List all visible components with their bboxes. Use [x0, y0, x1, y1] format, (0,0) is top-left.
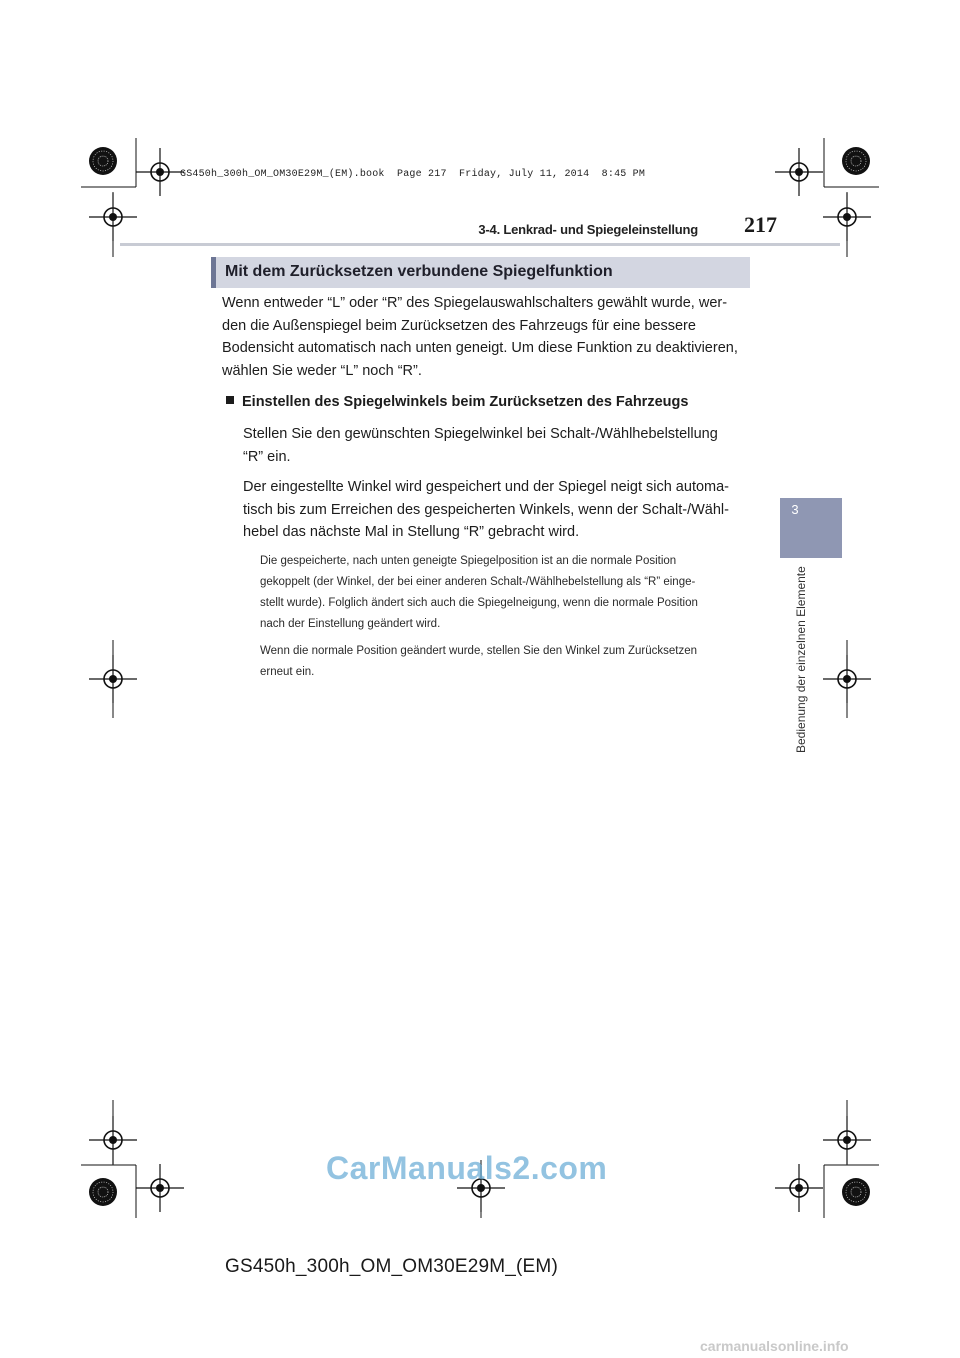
watermark-logo: CarManuals2.com	[326, 1150, 608, 1186]
section-title: Mit dem Zurücksetzen verbundene Spiegelfunktion	[225, 263, 613, 280]
document-code: GS450h_300h_OM_OM30E29M_(EM)	[225, 1256, 558, 1277]
step-paragraph-1: Stellen Sie den gewünschten Spiegelwinkel bei Schalt-/Wählhebelstellung “R” ein.	[243, 426, 718, 465]
registration-mark-icon	[136, 148, 184, 196]
section-reference: 3-4. Lenkrad- und Spiegeleinstellung	[478, 222, 698, 237]
intro-paragraph: Wenn entweder “L” oder “R” des Spiegelauswahlschalters gewählt wurde, wer- den die Außenspiegel beim Zurücksetzen des Fahrzeugs für eine bessere Bodensicht automatisch nach unten geneigt. Um diese Funktion zu deaktivieren, wählen Sie weder “L” noch “R”.	[222, 295, 738, 379]
registration-mark-icon	[775, 1164, 823, 1212]
note-paragraph-2: Wenn die normale Position geändert wurde, stellen Sie den Winkel zum Zurücksetzen erneut ein.	[260, 645, 698, 678]
page-number: 217	[744, 212, 777, 237]
registration-mark-icon	[136, 1164, 184, 1212]
registration-star-icon	[842, 147, 870, 175]
registration-star-icon	[842, 1178, 870, 1206]
header-rule	[120, 243, 840, 246]
subheading: Einstellen des Spiegelwinkels beim Zurücksetzen des Fahrzeugs	[226, 394, 688, 410]
registration-mark-icon	[775, 148, 823, 196]
square-bullet-icon	[226, 396, 234, 404]
watermark-footer: carmanualsonline.info	[700, 1338, 849, 1354]
note-paragraph-1: Die gespeicherte, nach unten geneigte Spiegelposition ist an die normale Position gekoppelt (der Winkel, der bei einer anderen Schalt-/Wählhebelstellung als “R” einge- stellt wurde). Folglich ändert sich auch die Spiegelneigung, wenn die normale Position nach der Einstellung geändert wird.	[260, 555, 698, 630]
registration-star-icon	[89, 147, 117, 175]
step-paragraph-2: Der eingestellte Winkel wird gespeichert und der Spiegel neigt sich automa- tisch bis zum Erreichen des gespeicherten Winkels, wenn der Schalt-/Wähl- hebel das nächste Mal in Stellung “R” gebracht wird.	[243, 479, 730, 540]
chapter-number: 3	[791, 502, 799, 517]
chapter-title-vertical: Bedienung der einzelnen Elemente	[794, 566, 808, 753]
print-info-line: GS450h_300h_OM_OM30E29M_(EM).book Page 217 Friday, July 11, 2014 8:45 PM	[180, 169, 646, 180]
registration-star-icon	[89, 1178, 117, 1206]
